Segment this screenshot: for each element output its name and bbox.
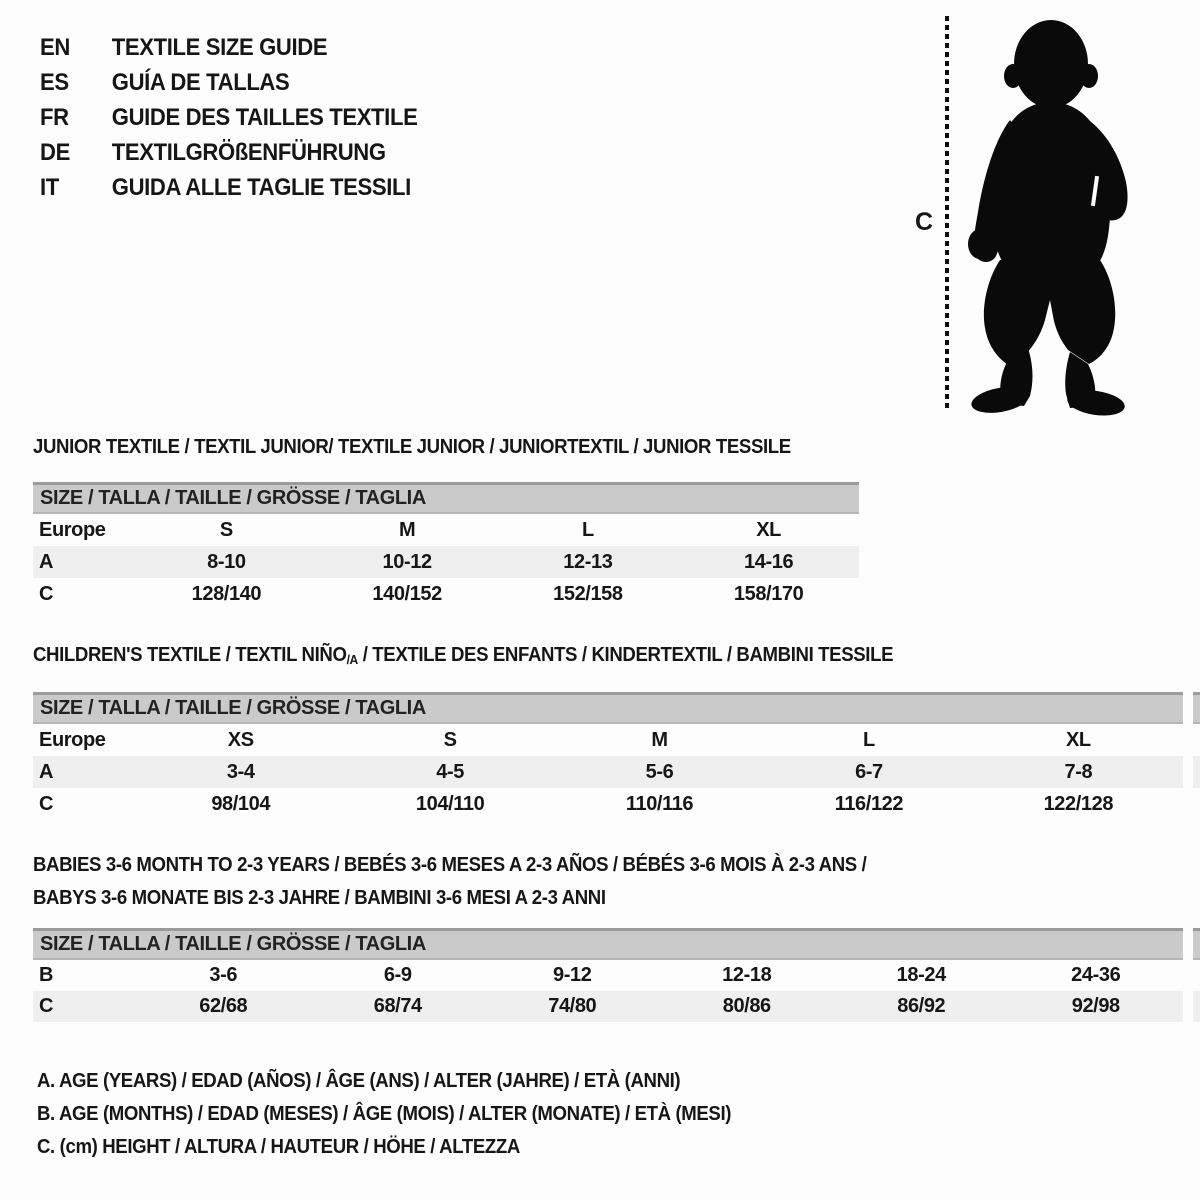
age-cell: 12-18 bbox=[722, 964, 772, 986]
height-measure-label: C bbox=[915, 208, 933, 236]
table-edge-sliver bbox=[1193, 928, 1200, 960]
age-cell: 3-4 bbox=[226, 761, 255, 783]
size-cell: M bbox=[651, 729, 668, 751]
language-title: GUIDA ALLE TAGLIE TESSILI bbox=[111, 174, 411, 201]
row-label: C bbox=[39, 995, 54, 1017]
size-table-header: SIZE / TALLA / TAILLE / GRÖSSE / TAGLIA bbox=[33, 928, 1183, 960]
age-cell: 7-8 bbox=[1064, 761, 1093, 783]
height-cell: 158/170 bbox=[733, 583, 804, 605]
table-row-height bbox=[33, 578, 859, 610]
junior-size-table bbox=[33, 482, 859, 610]
age-cell: 18-24 bbox=[896, 964, 946, 986]
size-cell: XL bbox=[1065, 729, 1091, 751]
size-cell: XS bbox=[227, 729, 254, 751]
age-cell: 8-10 bbox=[207, 551, 246, 573]
table-row-height bbox=[33, 788, 1183, 820]
row-label: B bbox=[39, 964, 54, 986]
children-title-suffix-gender: /A bbox=[346, 652, 358, 667]
row-label: A bbox=[39, 551, 54, 573]
language-row-es bbox=[40, 65, 417, 100]
children-title-text: CHILDREN'S TEXTILE / TEXTIL NIÑO bbox=[33, 644, 347, 666]
legend-height-cm: C. (cm) HEIGHT / ALTURA / HAUTEUR / HÖHE / ALTEZZA bbox=[37, 1136, 520, 1158]
height-cell: 140/152 bbox=[372, 583, 442, 605]
language-title: GUÍA DE TALLAS bbox=[111, 69, 290, 96]
language-title: TEXTILGRÖßENFÜHRUNG bbox=[111, 139, 386, 166]
size-cell: M bbox=[398, 519, 416, 541]
age-cell: 3-6 bbox=[209, 964, 238, 986]
table-row-age-months bbox=[33, 960, 1183, 991]
language-title: TEXTILE SIZE GUIDE bbox=[111, 34, 328, 61]
table-row-height bbox=[33, 991, 1183, 1022]
height-cell: 92/98 bbox=[1071, 995, 1120, 1017]
height-cell: 62/68 bbox=[199, 995, 248, 1017]
table-edge-sliver bbox=[1193, 991, 1200, 1022]
height-cell: 110/116 bbox=[625, 793, 694, 815]
table-row-europe bbox=[33, 724, 1183, 756]
row-label: Europe bbox=[39, 729, 106, 751]
language-title: GUIDE DES TAILLES TEXTILE bbox=[111, 104, 418, 131]
age-cell: 24-36 bbox=[1071, 964, 1121, 986]
height-cell: 128/140 bbox=[191, 583, 262, 605]
language-row-de bbox=[40, 135, 417, 170]
children-size-table bbox=[33, 692, 1183, 820]
size-table-header: SIZE / TALLA / TAILLE / GRÖSSE / TAGLIA bbox=[33, 482, 859, 514]
language-row-en bbox=[40, 30, 417, 65]
height-measure-line bbox=[944, 16, 950, 412]
size-table-header: SIZE / TALLA / TAILLE / GRÖSSE / TAGLIA bbox=[33, 692, 1183, 724]
babies-title-line2: BABYS 3-6 MONATE BIS 2-3 JAHRE / BAMBINI 3-6 MESI A 2-3 ANNI bbox=[33, 887, 606, 909]
language-code: ES bbox=[40, 69, 69, 96]
babies-title-line1: BABIES 3-6 MONTH TO 2-3 YEARS / BEBÉS 3-6 MESES A 2-3 AÑOS / BÉBÉS 3-6 MOIS À 2-3 ANS / bbox=[33, 854, 867, 876]
height-cell: 68/74 bbox=[373, 995, 422, 1017]
age-cell: 12-13 bbox=[563, 551, 613, 573]
size-cell: L bbox=[581, 519, 594, 541]
row-label: C bbox=[39, 583, 54, 605]
language-code: IT bbox=[40, 174, 59, 201]
age-cell: 10-12 bbox=[382, 551, 432, 573]
language-row-it bbox=[40, 170, 417, 205]
language-code: DE bbox=[40, 139, 70, 166]
legend-age-years: A. AGE (YEARS) / EDAD (AÑOS) / ÂGE (ANS) / ALTER (JAHRE) / ETÀ (ANNI) bbox=[37, 1070, 681, 1092]
legend bbox=[37, 1065, 783, 1164]
age-cell: 6-9 bbox=[383, 964, 412, 986]
legend-age-months: B. AGE (MONTHS) / EDAD (MESES) / ÂGE (MOIS) / ALTER (MONATE) / ETÀ (MESI) bbox=[37, 1103, 732, 1125]
size-cell: S bbox=[443, 729, 457, 751]
height-cell: 104/110 bbox=[415, 793, 485, 815]
table-edge-sliver bbox=[1193, 692, 1200, 724]
height-cell: 152/158 bbox=[553, 583, 623, 605]
table-row-europe bbox=[33, 514, 859, 546]
height-cell: 80/86 bbox=[722, 995, 771, 1017]
age-cell: 9-12 bbox=[553, 964, 592, 986]
table-edge-sliver bbox=[1193, 756, 1200, 788]
baby-silhouette-icon bbox=[958, 16, 1140, 416]
children-section-title bbox=[33, 644, 893, 671]
table-row-age-years bbox=[33, 756, 1183, 788]
size-cell: L bbox=[863, 729, 875, 751]
age-cell: 6-7 bbox=[855, 761, 883, 783]
language-list bbox=[40, 30, 450, 205]
height-cell: 86/92 bbox=[897, 995, 946, 1017]
row-label: Europe bbox=[39, 519, 106, 541]
row-label: A bbox=[39, 761, 54, 783]
language-code: EN bbox=[40, 34, 70, 61]
children-title-text: / TEXTILE DES ENFANTS / KINDERTEXTIL / BAMBINI TESSILE bbox=[357, 644, 894, 666]
age-cell: 5-6 bbox=[645, 761, 674, 783]
height-cell: 122/128 bbox=[1043, 793, 1114, 815]
size-cell: S bbox=[219, 519, 233, 541]
babies-size-table bbox=[33, 928, 1183, 1022]
language-row-fr bbox=[40, 100, 417, 135]
babies-section-title bbox=[33, 849, 866, 915]
row-label: C bbox=[39, 793, 54, 815]
age-cell: 4-5 bbox=[436, 761, 464, 783]
age-cell: 14-16 bbox=[744, 551, 794, 573]
language-code: FR bbox=[40, 104, 69, 131]
junior-section-title: JUNIOR TEXTILE / TEXTIL JUNIOR/ TEXTILE JUNIOR / JUNIORTEXTIL / JUNIOR TESSILE bbox=[33, 436, 791, 458]
height-cell: 98/104 bbox=[211, 793, 271, 815]
height-cell: 116/122 bbox=[834, 793, 904, 815]
table-row-age-years bbox=[33, 546, 859, 578]
height-cell: 74/80 bbox=[548, 995, 597, 1017]
size-cell: XL bbox=[756, 519, 781, 541]
